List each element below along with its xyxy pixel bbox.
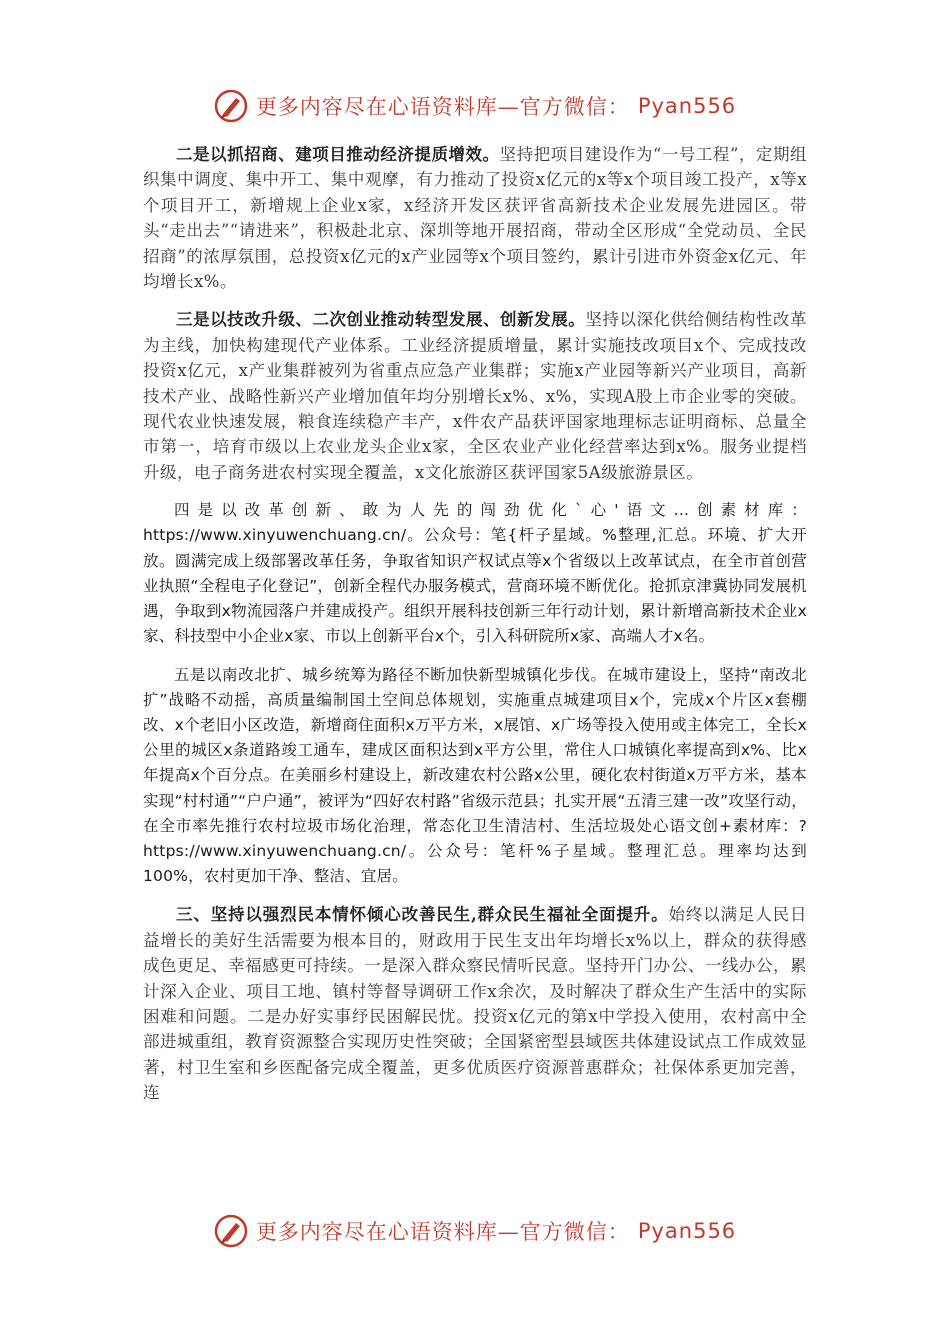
paragraph-industry — [143, 307, 807, 485]
paragraph-livelihood — [143, 902, 807, 1105]
paragraph-text: 始终以满足人民日益增长的美好生活需要为根本目的，财政用于民生支出年均增长x%以上，群众的获得感成色更足、幸福感更可持续。一是深入群众察民情听民意。坚持开门办公、一线办公，累计深入企业、项目工地、镇村等督导调研工作x余次，及时解决了群众生产生活中的实际困难和问题。二是办好实事纾民困解民忧。投资x亿元的第x中学投入使用，农村高中全部进城重组，教育资源整合实现历史性突破；全国紧密型县域医共体建设试点工作成效显著，村卫生室和乡医配备完成全覆盖，更多优质医疗资源普惠群众；社保体系更加完善，连 — [143, 905, 807, 1103]
paragraph-lead: 三是以技改升级、二次创业推动转型发展、创新发展。 — [176, 310, 586, 330]
pen-logo-icon — [214, 1214, 248, 1248]
paragraph-text: 五是以南改北扩、城乡统筹为路径不断加快新型城镇化步伐。在城市建设上，坚持“南改北扩”战略不动摇，高质量编制国土空间总体规划，实施重点城建项目x个，完成x个片区x套棚改、x个老旧小区改造，新增商住面积x万平方米，x展馆、x广场等投入使用或主体完工，全长x公里的城区x条道路竣工通车，建成区面积达到x平方公里，常住人口城镇化率提高到x%、比x年提高x个百分点。在美丽乡村建设上，新改建农村公路x公里，硬化农村街道x万平方米，基本实现“村村通”“户户通”，被评为“四好农村路”省级示范县；扎实开展“五清三建一改”攻坚行动，在全市率先推行农村垃圾市场化治理，常态化卫生清洁村、生活垃圾处心语文创+素材库：?https://www.xinyuwenchuang.cn/。公众号：笔杆%子星域。整理汇总。理率均达到100%，农村更加干净、整洁、宜居。 — [143, 665, 807, 886]
watermark-text: 更多内容尽在心语资料库—官方微信： — [255, 1220, 630, 1244]
footer-watermark — [0, 1211, 950, 1251]
paragraph-reform — [143, 498, 807, 649]
paragraph-urbanization — [143, 663, 807, 890]
pen-logo-icon — [214, 89, 248, 123]
paragraph-investment — [143, 142, 807, 294]
paragraph-lead: 三、坚持以强烈民本情怀倾心改善民生,群众民生福祉全面提升。 — [176, 905, 669, 925]
paragraph-text: 四是以改革创新、敢为人先的闯劲优化`心'语文...创素材库：https://www.xinyuwenchuang.cn/。公众号：笔{杆子星域。%整理,汇总。环境、扩大开放。圆满完成上级部署改革任务，争取省知识产权试点等x个省级以上改革试点，在全市首创营业执照“全程电子化登记”，创新全程代办服务模式，营商环境不断优化。抢抓京津冀协同发展机遇，争取到x物流园落户并建成投产。组织开展科技创新三年行动计划，累计新增高新技术企业x家、科技型中小企业x家、市以上创新平台x个，引入科研院所x家、高端人才x名。 — [143, 501, 807, 646]
paragraph-text: 坚持把项目建设作为“一号工程”，定期组织集中调度、集中开工、集中观摩，有力推动了投资x亿元的x等x个项目竣工投产，x等x个项目开工，新增规上企业x家，x经济开发区获评省高新技术企业发展先进园区。带头“走出去”“请进来”，积极赴北京、深圳等地开展招商，带动全区形成“全党动员、全民招商”的浓厚氛围，总投资x亿元的x产业园等x个项目签约，累计引进市外资金x亿元、年均增长x%。 — [143, 145, 807, 292]
paragraph-text: 坚持以深化供给侧结构性改革为主线，加快构建现代产业体系。工业经济提质增量，累计实施技改项目x个、完成技改投资x亿元，x产业集群被列为省重点应急产业集群；实施x产业园等新兴产业项目，高新技术产业、战略性新兴产业增加值年均分别增长x%、x%，实现A股上市企业零的突破。现代农业快速发展，粮食连续稳产丰产，x件农产品获评国家地理标志证明商标、总量全市第一，培育市级以上农业龙头企业x家，全区农业产业化经营率达到x%。服务业提档升级，电子商务进农村实现全覆盖，x文化旅游区获评国家5A级旅游景区。 — [143, 310, 808, 482]
paragraph-lead: 二是以抓招商、建项目推动经济提质增效。 — [176, 145, 500, 164]
watermark-wechat-id: Pyan556 — [637, 94, 737, 118]
watermark-wechat-id: Pyan556 — [637, 1219, 737, 1243]
watermark-text: 更多内容尽在心语资料库—官方微信： — [255, 95, 630, 119]
document-body — [143, 142, 807, 1119]
header-watermark — [0, 86, 950, 126]
